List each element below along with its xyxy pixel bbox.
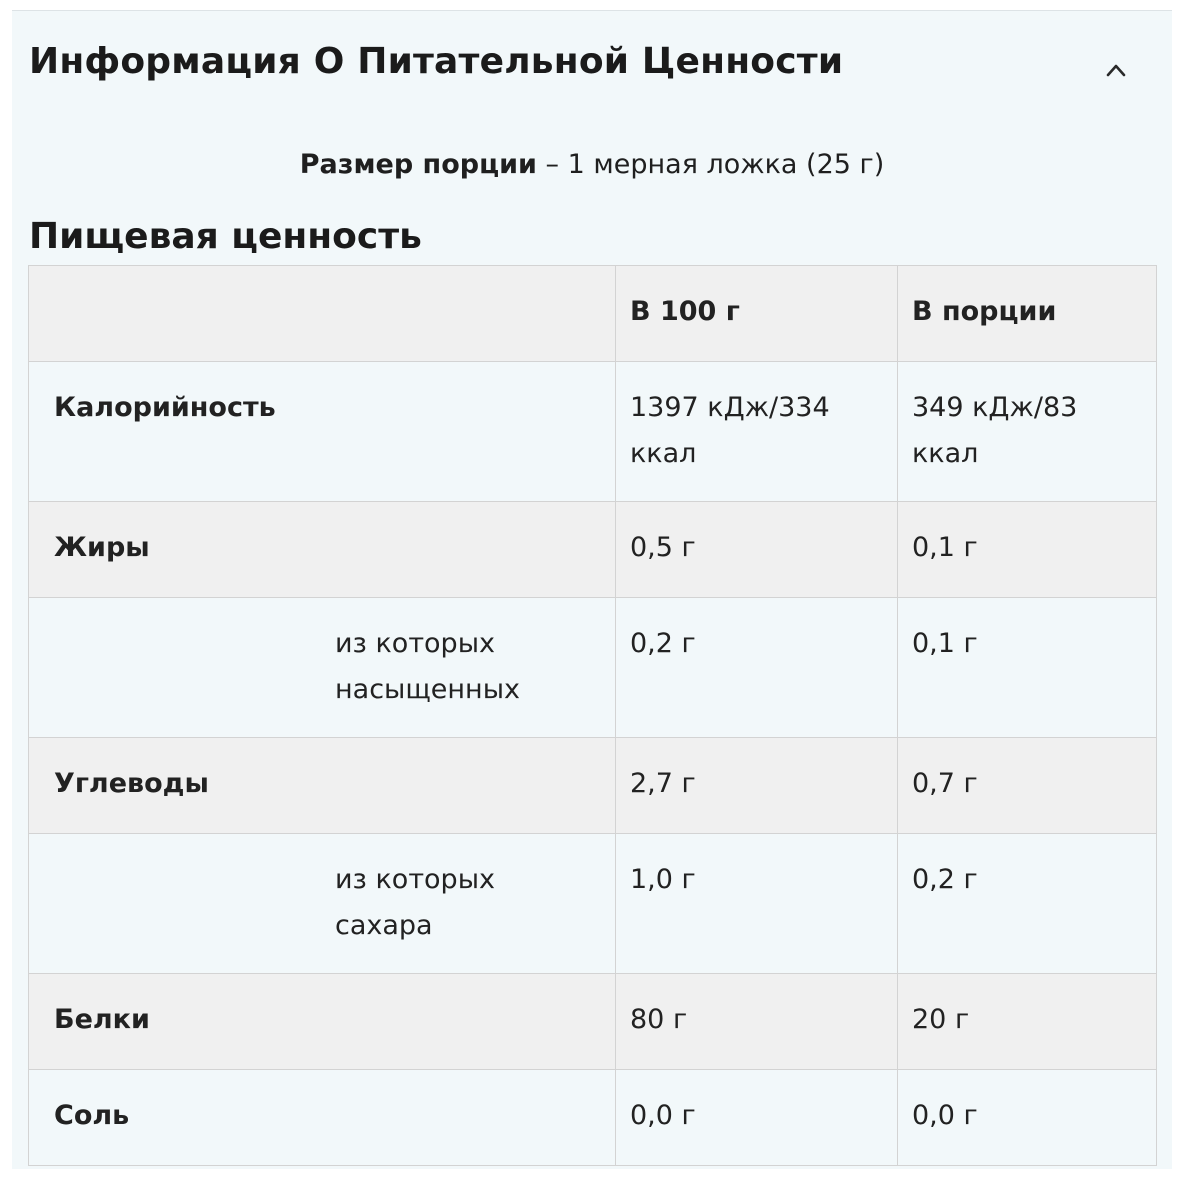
chevron-up-icon[interactable] — [1106, 63, 1126, 77]
nutrition-table — [28, 265, 1157, 1166]
row-value-per100: 80 г — [630, 1004, 688, 1035]
row-subname: из которых сахара — [335, 864, 495, 941]
row-value-per100: 0,2 г — [630, 628, 696, 659]
row-value-per100: 2,7 г — [630, 768, 696, 799]
table-row — [29, 834, 1157, 974]
row-name: Калорийность — [54, 392, 276, 423]
row-value-per-serving: 0,1 г — [912, 532, 978, 563]
row-value-per100: 1397 кДж/334 ккал — [630, 392, 830, 469]
header-cell-per100: В 100 г — [616, 266, 898, 362]
table-row — [29, 1070, 1157, 1166]
row-name: Жиры — [54, 532, 150, 563]
row-value-per-serving: 0,2 г — [912, 864, 978, 895]
serving-size — [12, 149, 1172, 180]
table-row — [29, 362, 1157, 502]
row-value-per100: 0,0 г — [630, 1100, 696, 1131]
row-value-per-serving: 0,7 г — [912, 768, 978, 799]
row-value-per-serving: 0,0 г — [912, 1100, 978, 1131]
row-name: Белки — [54, 1004, 150, 1035]
row-name: Соль — [54, 1100, 130, 1131]
table-header-row — [29, 266, 1157, 362]
row-value-per100: 1,0 г — [630, 864, 696, 895]
row-value-per-serving: 349 кДж/83 ккал — [912, 392, 1078, 469]
table-row — [29, 598, 1157, 738]
serving-size-label: Размер порции — [299, 149, 537, 180]
row-value-per100: 0,5 г — [630, 532, 696, 563]
panel-header-title[interactable]: Информация О Питательной Ценности — [29, 41, 844, 82]
row-value-per-serving: 0,1 г — [912, 628, 978, 659]
section-title: Пищевая ценность — [29, 216, 422, 257]
header-cell-empty — [29, 266, 616, 362]
row-name: Углеводы — [54, 768, 209, 799]
row-subname: из которых насыщенных — [335, 628, 521, 705]
table-row — [29, 502, 1157, 598]
serving-size-value: – 1 мерная ложка (25 г) — [545, 149, 885, 180]
nutrition-info-panel — [12, 10, 1172, 1169]
table-row — [29, 738, 1157, 834]
row-value-per-serving: 20 г — [912, 1004, 970, 1035]
header-cell-per-serving: В порции — [898, 266, 1157, 362]
table-row — [29, 974, 1157, 1070]
